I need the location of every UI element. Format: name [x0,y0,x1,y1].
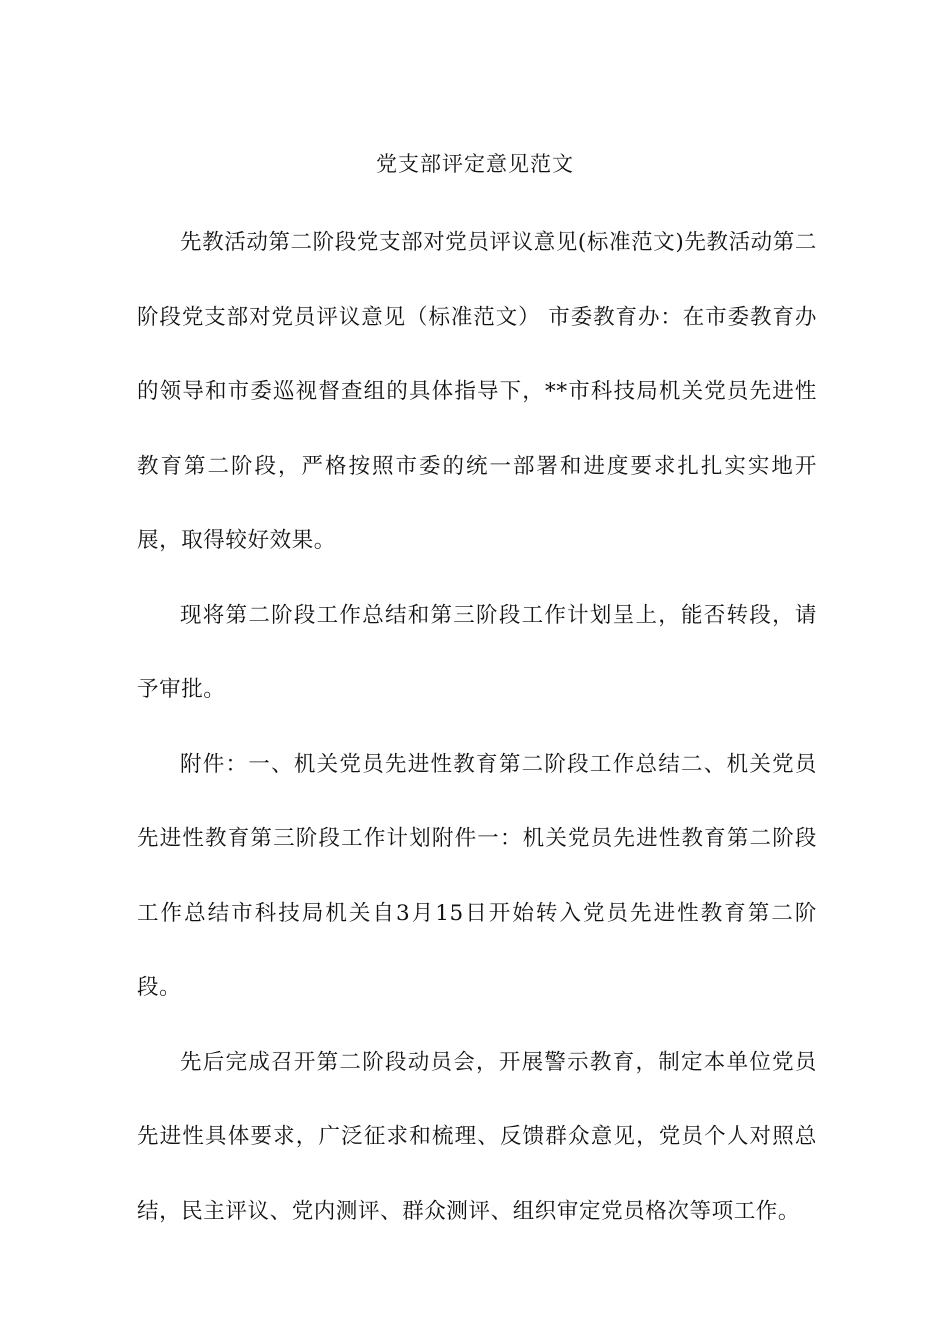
paragraph-4: 先后完成召开第二阶段动员会，开展警示教育，制定本单位党员先进性具体要求，广泛征求和梳理、反馈群众意见，党员个人对照总结，民主评议、党内测评、群众测评、组织审定党员格次等项工作。 [137,1049,817,1224]
paragraph-2: 现将第二阶段工作总结和第三阶段工作计划呈上，能否转段，请予审批。 [137,602,817,702]
document-body [137,206,817,1249]
document-title: 党支部评定意见范文 [376,152,574,176]
paragraph-3: 附件：一、机关党员先进性教育第二阶段工作总结二、机关党员先进性教育第三阶段工作计划附件一：机关党员先进性教育第二阶段工作总结市科技局机关自3月15日开始转入党员先进性教育第二阶段。 [137,751,817,1000]
paragraph-1: 先教活动第二阶段党支部对党员评议意见(标准范文)先教活动第二阶段党支部对党员评议意见（标准范文） 市委教育办：在市委教育办的领导和市委巡视督查组的具体指导下，**市科技局机关党员先进性教育第二阶段，严格按照市委的统一部署和进度要求扎扎实实地开展，取得较好效果。 [137,230,817,553]
